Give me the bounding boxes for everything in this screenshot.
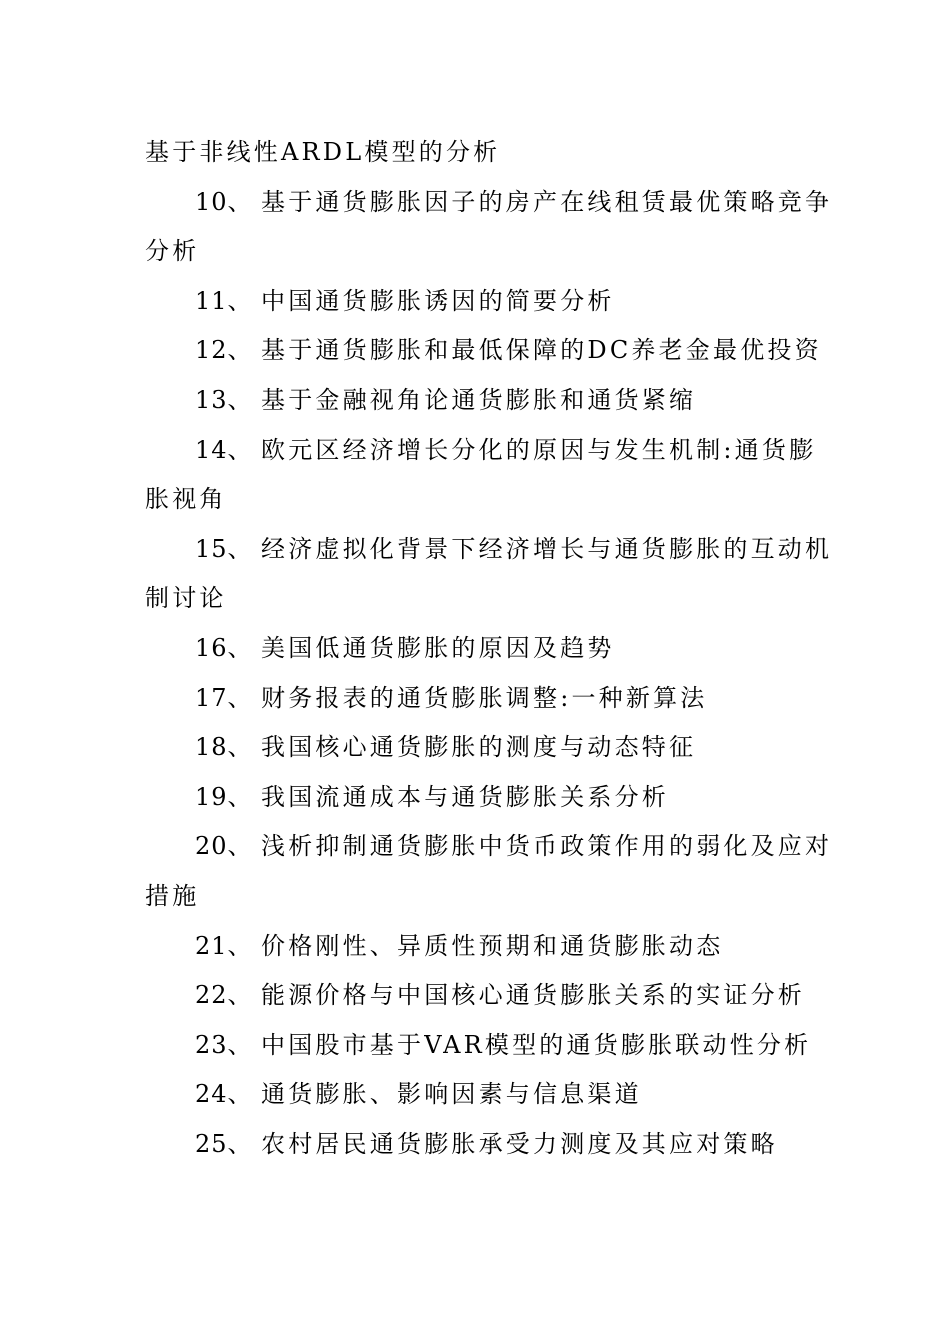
reference-items xyxy=(145,178,833,1170)
list-item xyxy=(145,525,833,624)
list-item-line xyxy=(145,426,817,476)
list-item-title: 基于通货膨胀和最低保障的DC养老金最优投资 xyxy=(261,336,822,365)
list-item xyxy=(145,277,805,327)
list-item xyxy=(145,624,805,674)
list-item xyxy=(145,1021,812,1071)
list-item-line xyxy=(145,773,805,823)
list-item-title: 中国股市基于VAR模型的通货膨胀联动性分析 xyxy=(261,1030,812,1059)
list-item xyxy=(145,426,817,525)
list-item-title: 胀视角 xyxy=(145,485,227,514)
list-item xyxy=(145,376,805,426)
list-item-number: 25、 xyxy=(195,1129,253,1158)
list-item-number: 24、 xyxy=(195,1080,253,1109)
list-item-number: 21、 xyxy=(195,931,253,960)
list-item-title: 我国流通成本与通货膨胀关系分析 xyxy=(261,782,669,811)
list-item-title: 通货膨胀、影响因素与信息渠道 xyxy=(261,1080,642,1109)
list-item-title: 分析 xyxy=(145,237,200,266)
list-item-title: 措施 xyxy=(145,881,200,910)
list-item-title: 美国低通货膨胀的原因及趋势 xyxy=(261,633,615,662)
list-item-line xyxy=(145,1120,805,1170)
list-item-number: 14、 xyxy=(195,435,253,464)
list-item-line xyxy=(145,326,822,376)
list-item xyxy=(145,178,833,277)
list-item xyxy=(145,922,805,972)
list-item-title: 价格刚性、异质性预期和通货膨胀动态 xyxy=(261,931,724,960)
list-item-line xyxy=(145,971,805,1021)
list-item-line xyxy=(145,822,833,872)
list-item-title: 浅析抑制通货膨胀中货币政策作用的弱化及应对 xyxy=(261,832,833,861)
list-item xyxy=(145,773,805,823)
list-item-number: 12、 xyxy=(195,336,253,365)
list-item-title: 经济虚拟化背景下经济增长与通货膨胀的互动机 xyxy=(261,534,833,563)
list-item-number: 20、 xyxy=(195,832,253,861)
list-item-continuation xyxy=(145,872,805,922)
list-item-number: 11、 xyxy=(195,286,253,315)
list-item-continuation xyxy=(145,227,805,277)
list-item-continuation xyxy=(145,574,805,624)
list-item-title: 中国通货膨胀诱因的简要分析 xyxy=(261,286,615,315)
list-item-line xyxy=(145,277,805,327)
list-item-number: 22、 xyxy=(195,981,253,1010)
list-item xyxy=(145,1120,805,1170)
list-item xyxy=(145,723,805,773)
list-item-number: 17、 xyxy=(195,683,253,712)
list-item-number: 16、 xyxy=(195,633,253,662)
list-item-title: 基于通货膨胀因子的房产在线租赁最优策略竞争 xyxy=(261,187,833,216)
list-item xyxy=(145,971,805,1021)
list-item-line xyxy=(145,376,805,426)
list-item-number: 23、 xyxy=(195,1030,253,1059)
list-item-continuation xyxy=(145,475,805,525)
list-item-line xyxy=(145,1021,812,1071)
list-item-title: 基于金融视角论通货膨胀和通货紧缩 xyxy=(261,385,697,414)
list-item xyxy=(145,326,822,376)
list-item-number: 13、 xyxy=(195,385,253,414)
list-item-number: 19、 xyxy=(195,782,253,811)
lead-line: 基于非线性ARDL模型的分析 xyxy=(145,138,501,166)
list-item-line xyxy=(145,525,833,575)
list-item-line xyxy=(145,624,805,674)
list-item-number: 15、 xyxy=(195,534,253,563)
list-item-line xyxy=(145,922,805,972)
list-item-title: 能源价格与中国核心通货膨胀关系的实证分析 xyxy=(261,981,805,1010)
list-item-line xyxy=(145,674,805,724)
list-item xyxy=(145,822,833,921)
list-item-title: 财务报表的通货膨胀调整:一种新算法 xyxy=(261,683,708,712)
list-item-line xyxy=(145,1070,805,1120)
list-item xyxy=(145,1070,805,1120)
list-item xyxy=(145,674,805,724)
list-item-title: 欧元区经济增长分化的原因与发生机制:通货膨 xyxy=(261,435,817,464)
list-item-number: 18、 xyxy=(195,733,253,762)
list-item-title: 我国核心通货膨胀的测度与动态特征 xyxy=(261,733,697,762)
reference-list xyxy=(145,128,833,1169)
list-item-title: 农村居民通货膨胀承受力测度及其应对策略 xyxy=(261,1129,778,1158)
list-item-line xyxy=(145,178,833,228)
list-item-number: 10、 xyxy=(195,187,253,216)
list-item-title: 制讨论 xyxy=(145,584,227,613)
list-item-line xyxy=(145,723,805,773)
